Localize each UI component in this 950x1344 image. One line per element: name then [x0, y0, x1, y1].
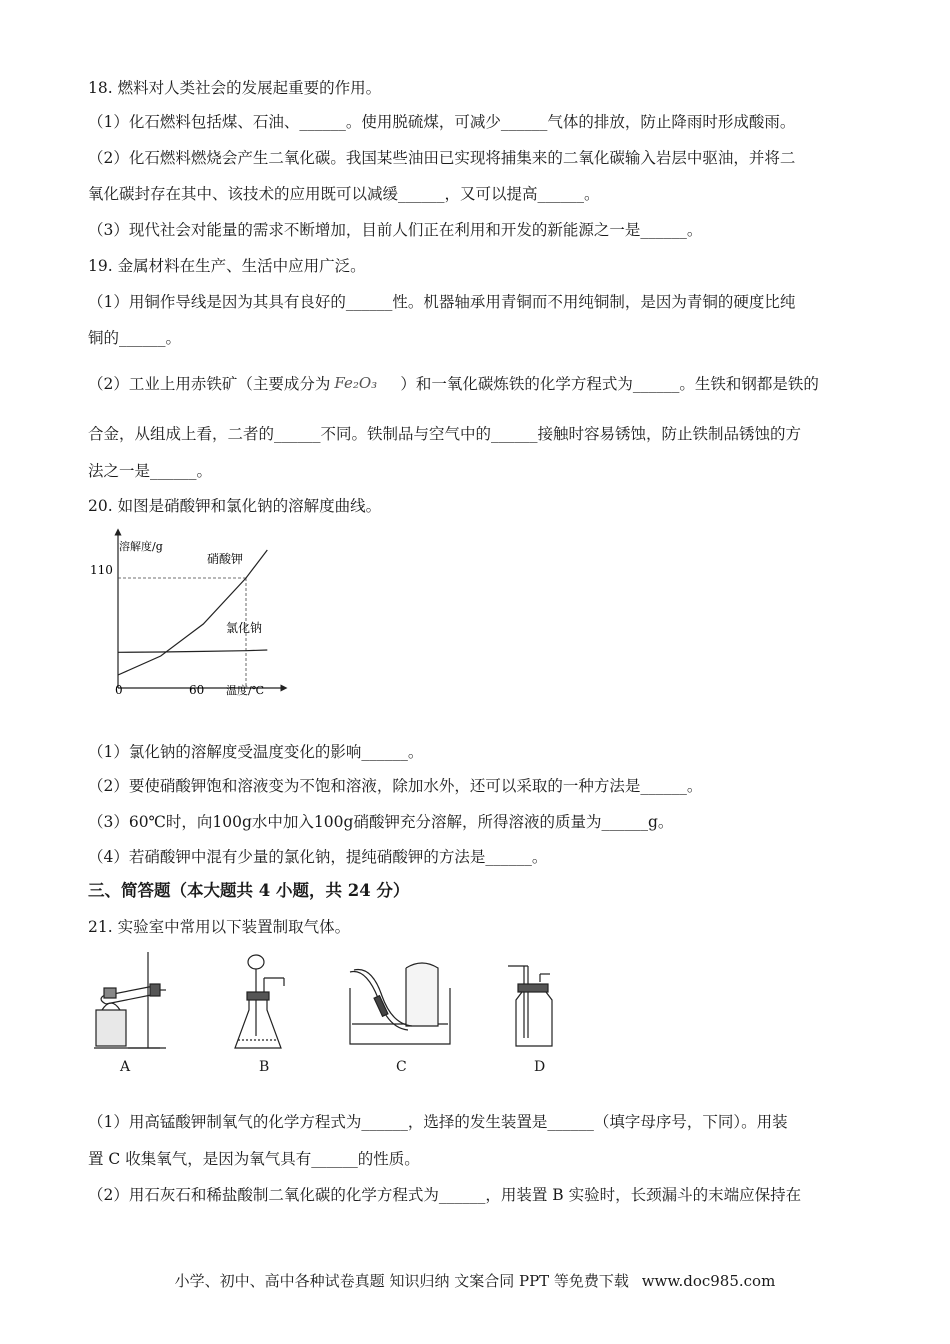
- q21-part1-line1: （1）用高锰酸钾制氧气的化学方程式为______，选择的发生装置是______（填字母序号，下同）。用装: [88, 1113, 788, 1131]
- apparatus-b: [235, 955, 284, 1048]
- solubility-chart: [88, 528, 288, 706]
- section3-heading: 三、简答题（本大题共 4 小题，共 24 分）: [88, 881, 410, 900]
- footer-url[interactable]: www.doc985.com: [641, 1272, 776, 1290]
- q20-part2: （2）要使硝酸钾饱和溶液变为不饱和溶液，除加水外，还可以采取的一种方法是______。: [88, 777, 703, 795]
- q18-stem: 18. 燃料对人类社会的发展起重要的作用。: [88, 79, 382, 97]
- q19-stem: 19. 金属材料在生产、生活中应用广泛。: [88, 257, 366, 275]
- x-tick-0: 0: [115, 683, 123, 697]
- series-kno3-curve: [118, 550, 267, 675]
- apparatus-c: [350, 963, 450, 1044]
- y-tick-110: 110: [90, 563, 113, 577]
- q19-part1-line2: 铜的______。: [88, 329, 182, 347]
- x-axis-label: 温度/℃: [226, 684, 265, 697]
- apparatus-label-c: C: [396, 1059, 407, 1075]
- q19-part2-pre: （2）工业上用赤铁矿（主要成分为: [88, 375, 331, 393]
- apparatus-label-b: B: [259, 1059, 270, 1075]
- q19-part2-line3: 法之一是______。: [88, 462, 213, 480]
- apparatus-label-a: A: [120, 1059, 131, 1075]
- q21-stem: 21. 实验室中常用以下装置制取气体。: [88, 918, 351, 936]
- q21-part2-line1: （2）用石灰石和稀盐酸制二氧化碳的化学方程式为______，用装置 B 实验时，长颈漏斗的末端应保持在: [88, 1186, 802, 1204]
- q18-part3: （3）现代社会对能量的需求不断增加，目前人们正在利用和开发的新能源之一是______。: [88, 221, 703, 239]
- q18-part1: （1）化石燃料包括煤、石油、______。使用脱硫煤，可减少______气体的排放，防止降雨时形成酸雨。: [88, 113, 796, 131]
- q18-part2-line1: （2）化石燃料燃烧会产生二氧化碳。我国某些油田已实现将捕集来的二氧化碳输入岩层中驱油，并将二: [88, 149, 796, 167]
- series-nacl-curve: [118, 650, 267, 652]
- q20-part3: （3）60℃时，向100g水中加入100g硝酸钾充分溶解，所得溶液的质量为______g。: [88, 813, 674, 831]
- q21-part1-line2: 置 C 收集氧气，是因为氧气具有______的性质。: [88, 1150, 420, 1168]
- footer-text: 小学、初中、高中各种试卷真题 知识归纳 文案合同 PPT 等免费下载: [174, 1272, 629, 1290]
- q20-part1: （1）氯化钠的溶解度受温度变化的影响______。: [88, 743, 424, 761]
- x-tick-60: 60: [189, 683, 205, 697]
- q19-part2-post: ）和一氧化碳炼铁的化学方程式为______。生铁和钢都是铁的: [400, 375, 819, 393]
- apparatus-a: [94, 952, 166, 1048]
- page-footer: [0, 1270, 950, 1291]
- q20-part4: （4）若硝酸钾中混有少量的氯化钠，提纯硝酸钾的方法是______。: [88, 848, 548, 866]
- series-nacl-label: 氯化钠: [226, 621, 263, 635]
- q18-part2-line2: 氧化碳封存在其中、该技术的应用既可以减缓______，又可以提高______。: [88, 185, 600, 203]
- apparatus-label-d: D: [534, 1059, 546, 1075]
- q19-part2-line2: 合金，从组成上看，二者的______不同。铁制品与空气中的______接触时容易锈蚀，防止铁制品锈蚀的方: [88, 425, 802, 443]
- q19-part2-line1: [88, 374, 819, 394]
- q19-part1-line1: （1）用铜作导线是因为其具有良好的______性。机器轴承用青铜而不用纯铜制，是因为青铜的硬度比纯: [88, 293, 796, 311]
- series-kno3-label: 硝酸钾: [207, 552, 244, 566]
- apparatus-d: [508, 966, 552, 1046]
- fe2o3-formula: Fe₂O₃: [334, 374, 378, 392]
- apparatus-figure: [88, 948, 588, 1058]
- q20-stem: 20. 如图是硝酸钾和氯化钠的溶解度曲线。: [88, 497, 382, 515]
- y-axis-label: 溶解度/g: [119, 540, 163, 553]
